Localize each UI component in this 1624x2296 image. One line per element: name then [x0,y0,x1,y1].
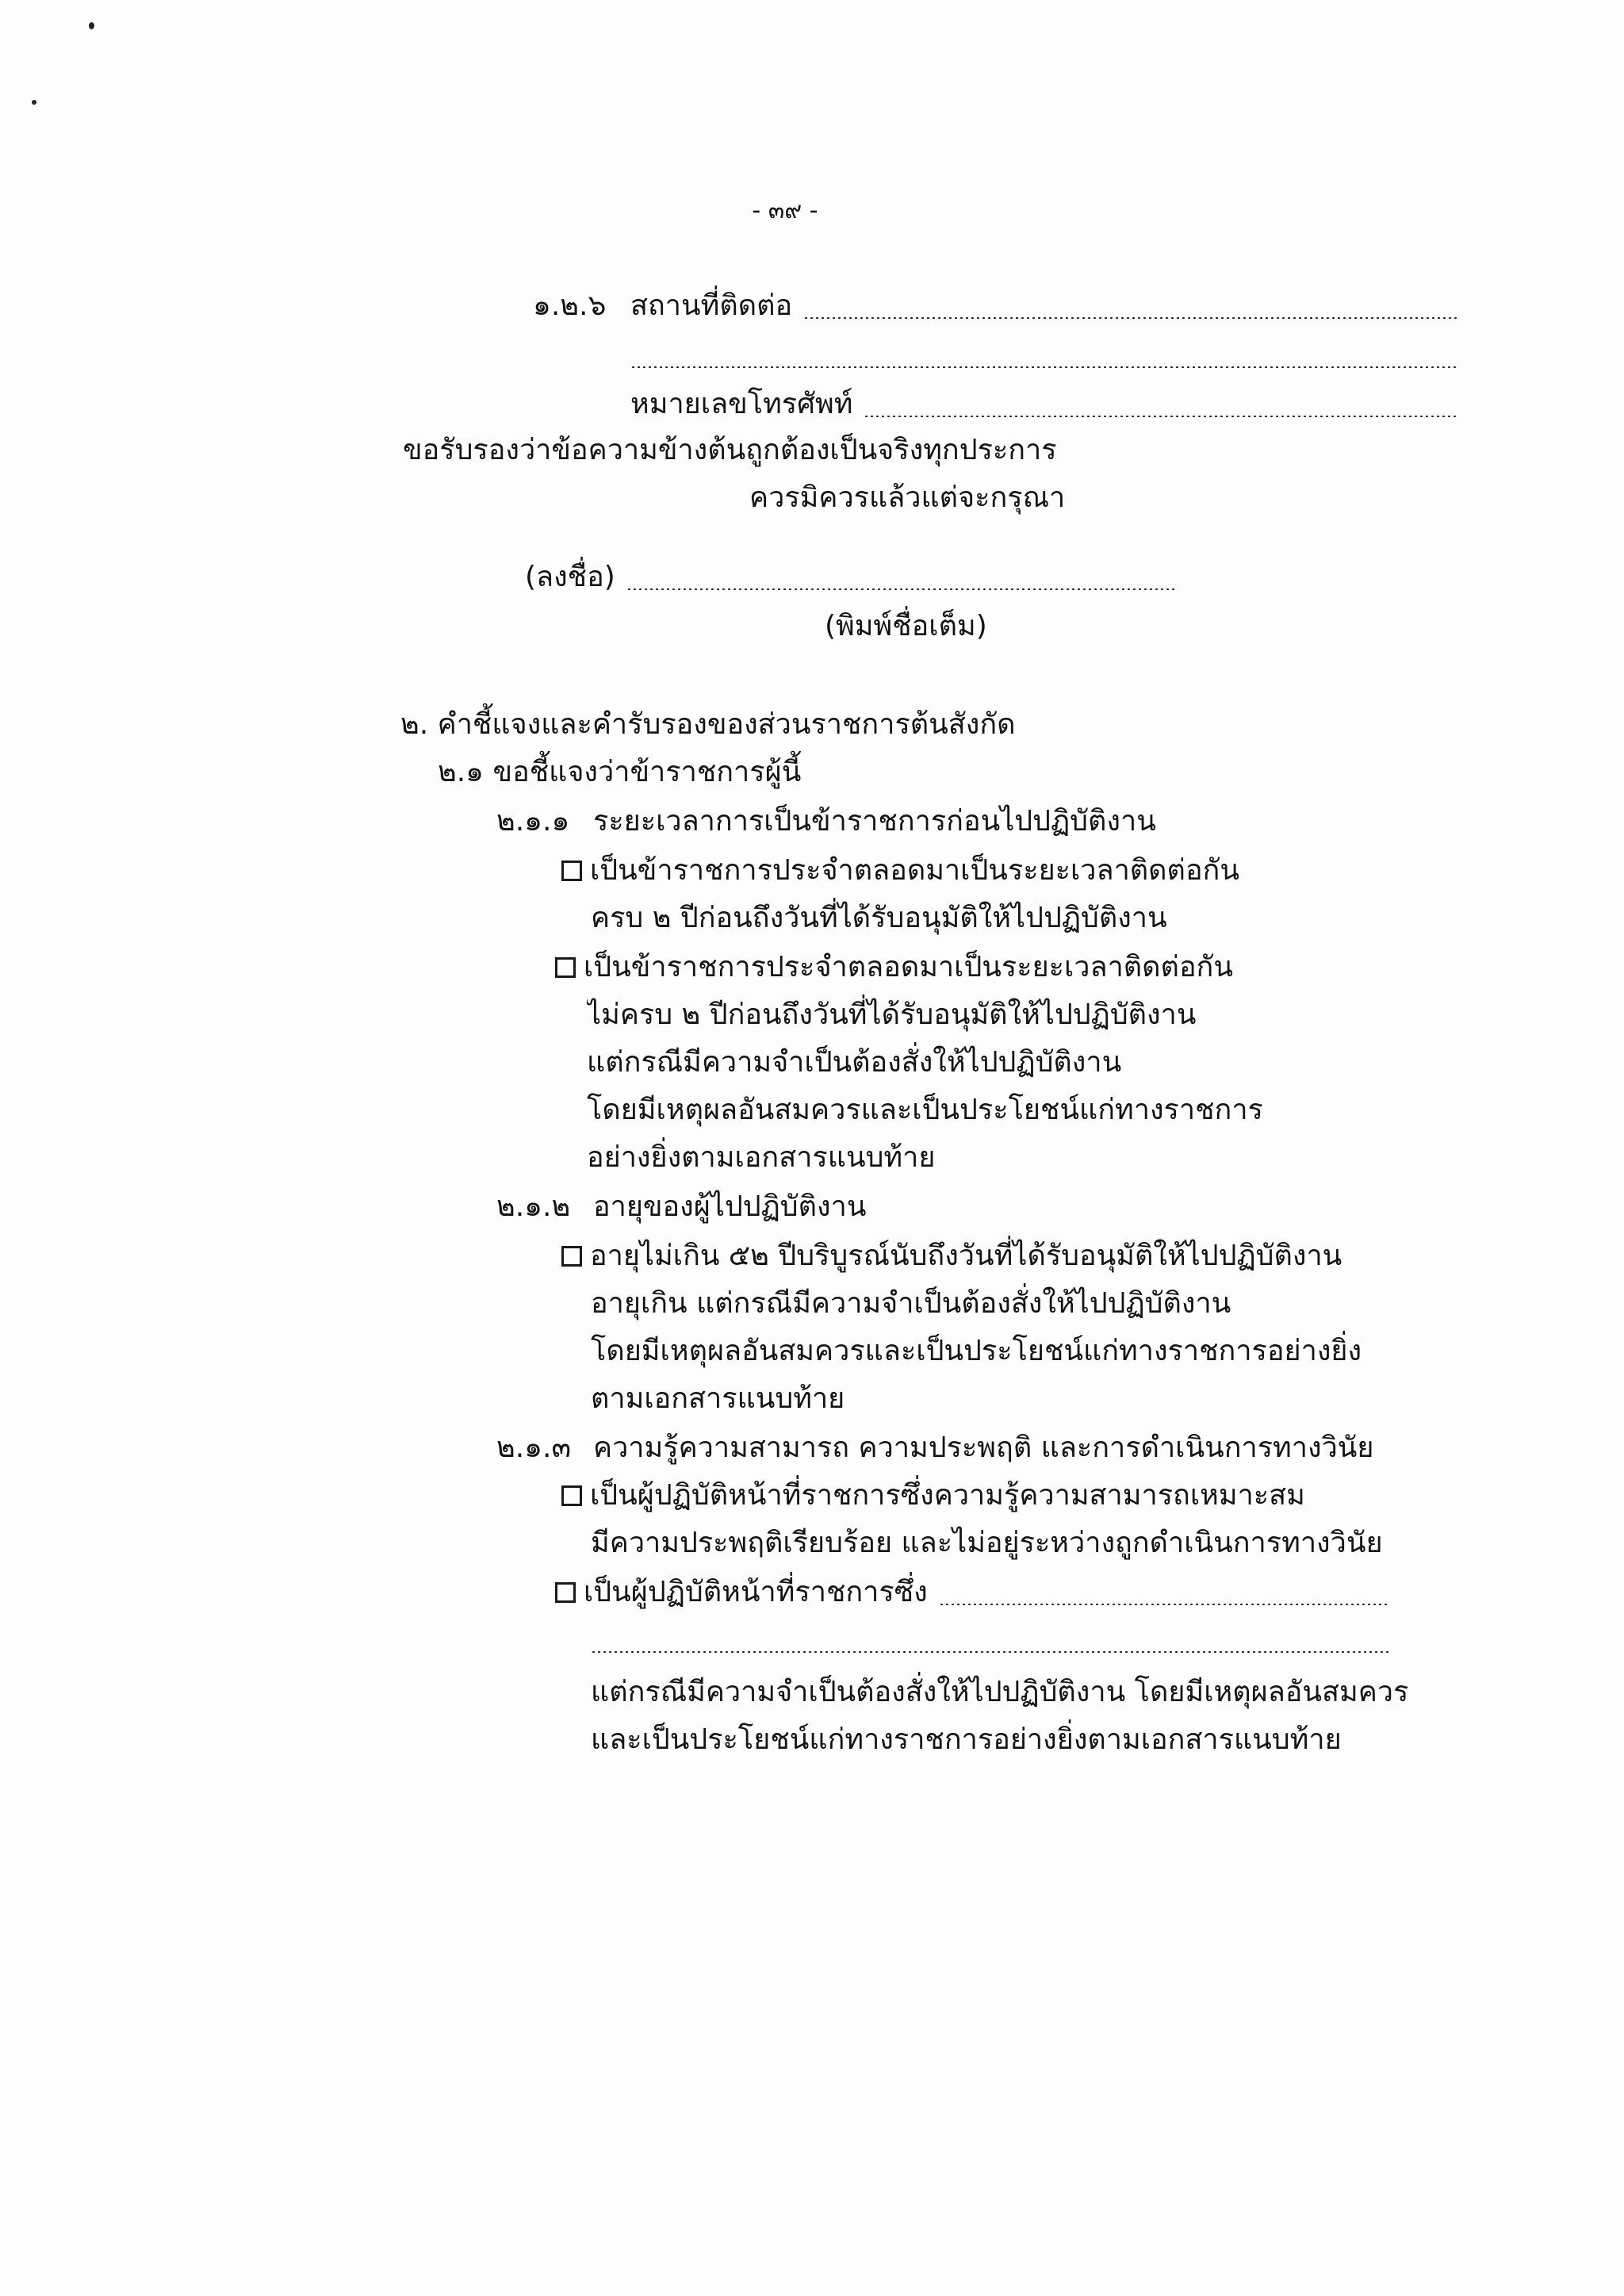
checkbox[interactable] [555,1582,576,1603]
signature-label: (ลงชื่อ) [525,561,615,593]
option-text-continued: ไม่ครบ ๒ ปีก่อนถึงวันที่ได้รับอนุมัติให้ไปปฏิบัติงาน [587,999,1197,1031]
item-2-1-1-option-a [561,849,1354,893]
signature-line [525,555,1175,600]
printed-name-label: (พิมพ์ชื่อเต็ม) [825,610,987,642]
option-text-continued: โดยมีเหตุผลอันสมควรและเป็นประโยชน์แก่ทางราชการอย่างยิ่ง [591,1335,1362,1367]
item-2-1-2-option-a [561,1234,1434,1278]
reason-fill-line [939,1604,1389,1605]
certify-line-2: ควรมิควรแล้วแต่จะกรุณา [749,481,1066,514]
checkbox[interactable] [561,1485,582,1506]
phone-label: หมายเลขโทรศัพท์ [630,388,853,420]
item-2-1-1-option-b [555,945,1348,990]
item-2-1-3-number: ๒.๑.๓ [496,1432,572,1464]
item-2-1-1-number: ๒.๑.๑ [496,805,570,838]
option-text-continued: แต่กรณีมีความจำเป็นต้องสั่งให้ไปปฏิบัติงาน โดยมีเหตุผลอันสมควร [591,1676,1409,1708]
option-text: เป็นข้าราชการประจำตลอดมาเป็นระยะเวลาติดต่อกัน [590,854,1239,887]
section-2-heading: ๒. คำชี้แจงและคำรับรองของส่วนราชการต้นสังกัด [400,708,1016,741]
option-text-continued: โดยมีเหตุผลอันสมควรและเป็นประโยชน์แก่ทางราชการ [587,1094,1263,1126]
item-2-1-3-title: ความรู้ความสามารถ ความประพฤติ และการดำเนินการทางวินัย [593,1432,1374,1464]
item-2-1-1-title: ระยะเวลาการเป็นข้าราชการก่อนไปปฏิบัติงาน [593,805,1156,838]
option-text: อายุไม่เกิน ๕๒ ปีบริบูรณ์นับถึงวันที่ได้รับอนุมัติให้ไปปฏิบัติงาน [590,1240,1342,1272]
phone-line [630,382,1457,427]
reason-fill-line-2 [591,1651,1389,1653]
section-2-1-heading: ๒.๑ ขอชี้แจงว่าข้าราชการผู้นี้ [438,756,802,788]
address-fill-line [803,317,1457,319]
contact-address-line-2 [630,333,1457,378]
scan-speck [89,22,94,29]
option-text: เป็นผู้ปฏิบัติหน้าที่ราชการซึ่ง [584,1576,928,1608]
option-text-continued: มีความประพฤติเรียบร้อย และไม่อยู่ระหว่างถูกดำเนินการทางวินัย [591,1527,1383,1559]
contact-address-label: สถานที่ติดต่อ [630,289,793,322]
scan-speck [32,100,36,105]
item-2-1-3-option-a [561,1474,1434,1518]
address-fill-line-2 [630,366,1457,368]
page-number: - ๓๙ - [752,197,818,224]
item-2-1-3-option-b [555,1570,1389,1615]
item-2-1-2-number: ๒.๑.๒ [496,1190,571,1223]
option-text-continued: ตามเอกสารแนบท้าย [591,1382,845,1415]
phone-fill-line [864,416,1457,417]
checkbox[interactable] [561,861,582,881]
certify-line-1: ขอรับรองว่าข้อความข้างต้นถูกต้องเป็นจริงทุกประการ [403,434,1057,466]
option-text-continued: ครบ ๒ ปีก่อนถึงวันที่ได้รับอนุมัติให้ไปปฏิบัติงาน [591,902,1167,934]
contact-number: ๑.๒.๖ [533,289,607,322]
option-text-continued: อายุเกิน แต่กรณีมีความจำเป็นต้องสั่งให้ไปปฏิบัติงาน [591,1287,1231,1320]
item-2-1-2-title: อายุของผู้ไปปฏิบัติงาน [593,1190,867,1223]
checkbox[interactable] [555,957,576,978]
option-text-continued: อย่างยิ่งตามเอกสารแนบท้าย [587,1141,936,1174]
signature-fill-line [626,588,1175,590]
contact-address-line [630,284,1457,328]
option-text: เป็นผู้ปฏิบัติหน้าที่ราชการซึ่งความรู้ความสามารถเหมาะสม [590,1479,1305,1512]
option-text-continued: แต่กรณีมีความจำเป็นต้องสั่งให้ไปปฏิบัติงาน [587,1046,1122,1079]
reason-fill-line-2-row [591,1618,1389,1662]
option-text: เป็นข้าราชการประจำตลอดมาเป็นระยะเวลาติดต่อกัน [584,951,1233,983]
checkbox[interactable] [561,1246,582,1267]
option-text-continued: และเป็นประโยชน์แก่ทางราชการอย่างยิ่งตามเอกสารแนบท้าย [591,1723,1342,1756]
